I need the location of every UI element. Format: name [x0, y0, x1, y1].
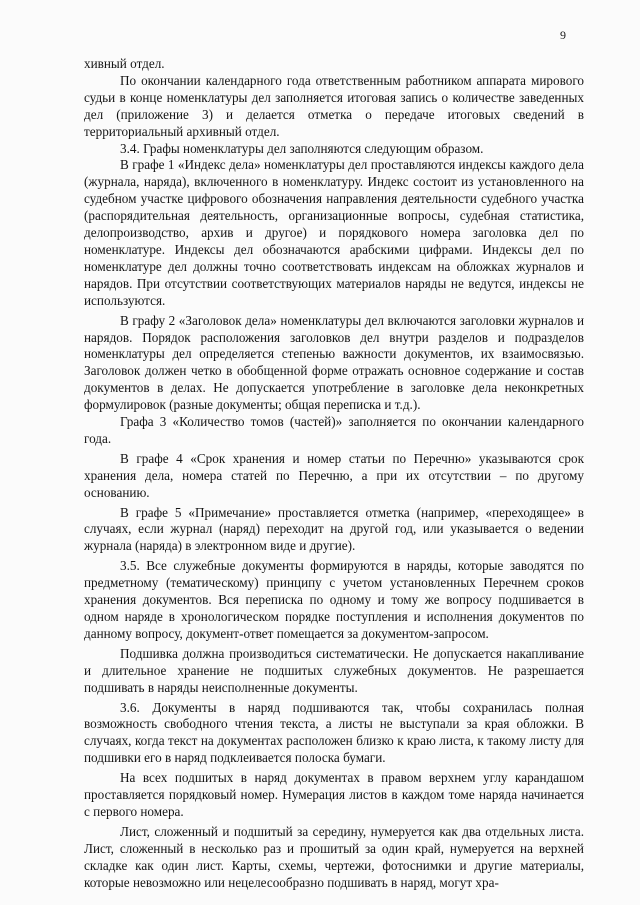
paragraph-numbering: На всех подшитых в наряд документах в правом верхнем углу карандашом проставляется порядковый номер. Нумерация листов в каждом томе наряда начинается с первого номера. [84, 770, 584, 819]
paragraph-filing: Подшивка должна производиться систематически. Не допускается накапливание и длительное хранение не подшитых служебных документов. Не разрешается подшивать в наряды неисполненные документы. [84, 645, 584, 695]
paragraph-column-2: В графу 2 «Заголовок дела» номенклатуры дел включаются заголовки журналов и нарядов. Порядок расположения заголовков дел внутри разделов и подразделов номенклатуры дел определяется степенью важности документов, их взаимосвязью. Заголовок должен четко в обобщенной форме отражать основное содержание и состав документов в делах. Не допускается употребление в заголовке дела неконкретных формулировок (разные документы; общая переписка и т.д.). [84, 312, 584, 413]
paragraph-column-1: В графе 1 «Индекс дела» номенклатуры дел проставляются индексы каждого дела (журнала, наряда), включенного в номенклатуру. Индекс состоит из установленного на судебном участке цифрового обозначения направления деятельности судебного участка (распорядительная деятельность, организационные вопросы, судебная статистика, делопроизводство, архив и другое) и порядкового номера заголовка дел по номенклатуре. Индексы дел обозначаются арабскими цифрами. Индексы дел по номенклатуре дел должны точно соответствовать индексам на обложках журналов и нарядов. При отсутствии соответствующих материалов наряды не ведутся, индексы не используются. [84, 157, 584, 308]
paragraph-column-4: В графе 4 «Срок хранения и номер статьи по Перечню» указываются срок хранения дела, номера статей по Перечню, а при их отсутствии – по другому основанию. [84, 450, 584, 500]
paragraph-section-3-6: 3.6. Документы в наряд подшиваются так, чтобы сохранилась полная возможность свободного чтения текста, а листы не выступали за края обложки. В случаях, когда текст на документах расположен близко к краю листа, к такому листу для подшивки его в наряд подклеивается полоска бумаги. [84, 699, 584, 766]
paragraph-column-3: Графа 3 «Количество томов (частей)» заполняется по окончании календарного года. [84, 414, 584, 446]
paragraph-section-3-5: 3.5. Все служебные документы формируются в наряды, которые заводятся по предметному (тематическому) принципу с учетом установленных Перечнем сроков хранения документов. Вся переписка по одному и тому же вопросу подшивается в одном наряде в хронологическом порядке поступления и исполнения документов по данному вопросу, документ-ответ помещается за документом-запросом. [84, 558, 584, 641]
paragraph-section-3-4: 3.4. Графы номенклатуры дел заполняются следующим образом. [120, 140, 484, 156]
paragraph-column-5: В графе 5 «Примечание» проставляется отметка (например, «переходящее» в случаях, если журнал (наряд) переходит на другой год, или указывается о ведении журнала (наряда) в электронном виде и другие). [84, 504, 584, 554]
paragraph: По окончании календарного года ответственным работником аппарата мирового судьи в конце номенклатуры дел заполняется итоговая запись о количестве заведенных дел (приложение 3) и делается отметка о передаче итоговых сведений в территориальный архивный отдел. [84, 72, 584, 139]
paragraph-continuation: хивный отдел. [84, 56, 165, 71]
page-number: 9 [560, 28, 566, 42]
body-text [84, 56, 584, 892]
paragraph-sheets: Лист, сложенный и подшитый за середину, нумеруется как два отдельных листа. Лист, сложенный в несколько раз и прошитый за один край, нумеруется на верхней складке как один лист. Карты, схемы, чертежи, фотоснимки и другие материалы, которые невозможно или нецелесообразно подшивать в наряд, могут хра- [84, 823, 584, 890]
